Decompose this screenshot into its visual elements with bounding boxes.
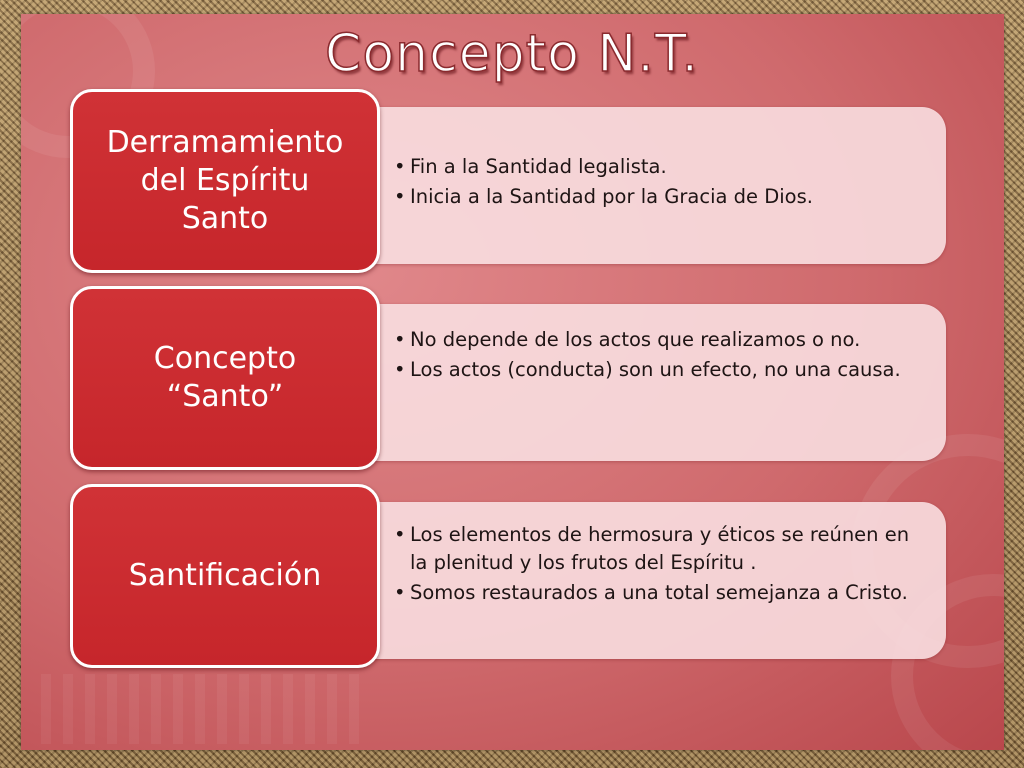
concept-row (0, 286, 1024, 474)
bullet-item: • Somos restaurados a una total semejanza a Cristo. (392, 579, 932, 607)
decorative-pattern (41, 674, 361, 744)
bullet-item: • Los elementos de hermosura y éticos se reúnen en la plenitud y los frutos del Espíritu . (392, 521, 932, 577)
concept-label-box (70, 484, 380, 668)
concept-row (0, 89, 1024, 277)
bullet-item: • Inicia a la Santidad por la Gracia de Dios. (392, 183, 932, 211)
concept-label: Concepto “Santo” (153, 341, 297, 414)
concept-row (0, 484, 1024, 672)
bullet-list (392, 326, 932, 386)
bullet-item: • Los actos (conducta) son un efecto, no una causa. (392, 356, 932, 384)
concept-label: Derramamiento del Espíritu Santo (106, 125, 344, 236)
concept-label-box (70, 89, 380, 273)
slide-title: Concepto N.T. (325, 24, 699, 84)
bullet-item: • No depende de los actos que realizamos o no. (392, 326, 932, 354)
concept-label: Santificación (128, 558, 322, 593)
bullet-list (392, 521, 932, 609)
bullet-item: • Fin a la Santidad legalista. (392, 153, 932, 181)
bullet-list (392, 153, 932, 213)
concept-label-box (70, 286, 380, 470)
